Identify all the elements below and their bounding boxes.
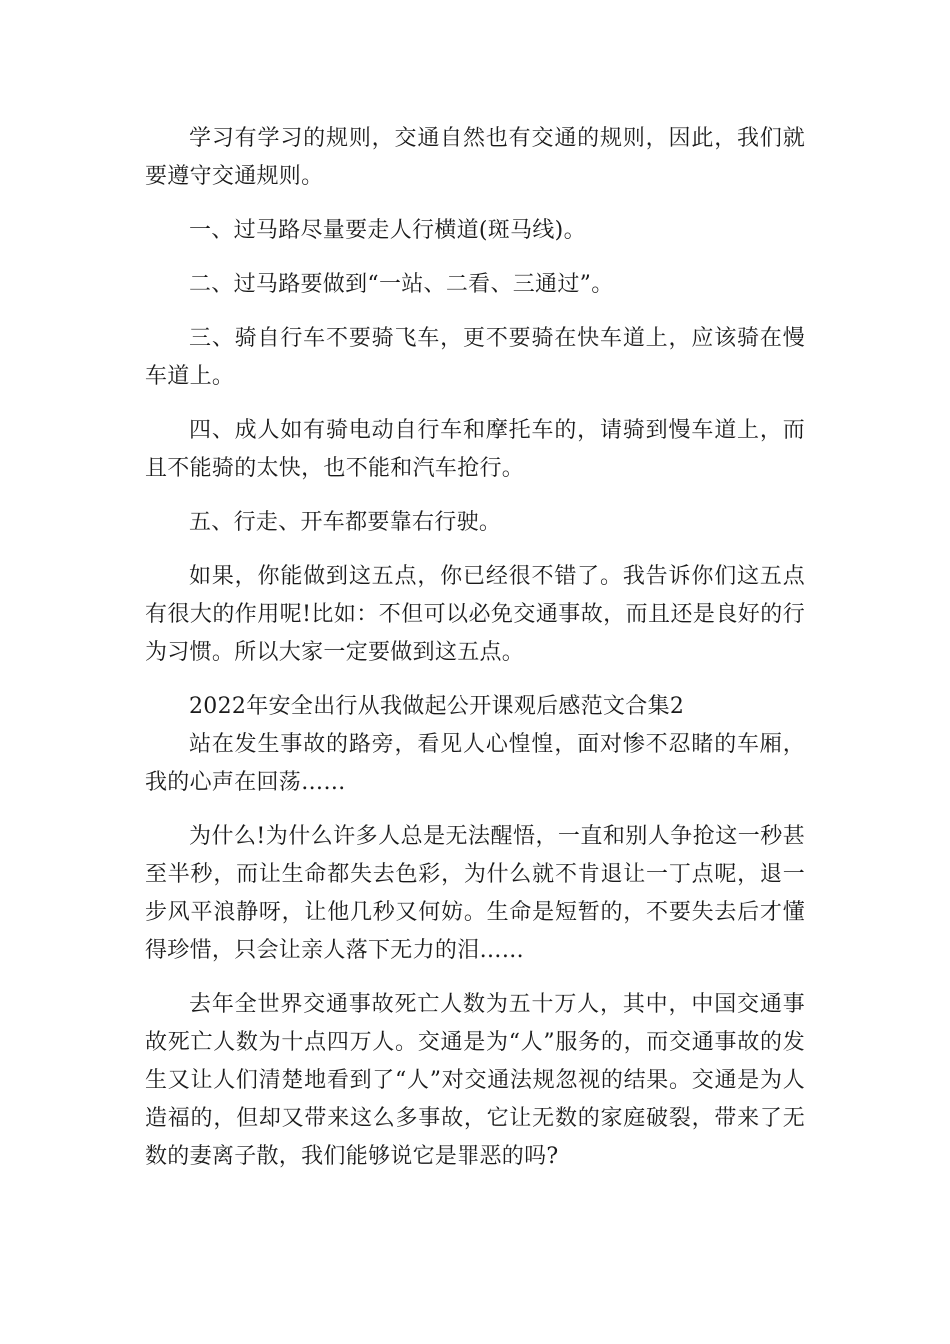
paragraph-rule-5: 五、行走、开车都要靠右行驶。 bbox=[189, 510, 502, 535]
document-body bbox=[145, 120, 805, 1192]
paragraph-accident-scene: 站在发生事故的路旁，看见人心惶惶，面对惨不忍睹的车厢，我的心声在回荡…… bbox=[145, 732, 805, 795]
paragraph-statistics: 去年全世界交通事故死亡人数为五十万人，其中，中国交通事故死亡人数为十点四万人。交通是为“人”服务的，而交通事故的发生又让人们清楚地看到了“人”对交通法规忽视的结果。交通是为人造福的，但却又带来这么多事故，它让无数的家庭破裂，带来了无数的妻离子散，我们能够说它是罪恶的吗? bbox=[145, 992, 805, 1169]
paragraph-why: 为什么!为什么许多人总是无法醒悟，一直和别人争抢这一秒甚至半秒，而让生命都失去色彩，为什么就不肯退让一丁点呢，退一步风平浪静呀，让他几秒又何妨。生命是短暂的，不要失去后才懂得珍惜，只会让亲人落下无力的泪…… bbox=[145, 824, 805, 963]
paragraph-rule-3: 三、骑自行车不要骑飞车，更不要骑在快车道上，应该骑在慢车道上。 bbox=[145, 326, 805, 389]
paragraph-conclusion: 如果，你能做到这五点，你已经很不错了。我告诉你们这五点有很大的作用呢!比如：不但可以必免交通事故，而且还是良好的行为习惯。所以大家一定要做到这五点。 bbox=[145, 564, 805, 665]
paragraph-rule-1: 一、过马路尽量要走人行横道(斑马线)。 bbox=[189, 218, 586, 243]
section-heading: 2022年安全出行从我做起公开课观后感范文合集2 bbox=[189, 694, 685, 719]
paragraph-rule-2: 二、过马路要做到“一站、二看、三通过”。 bbox=[189, 272, 614, 297]
paragraph-rule-4: 四、成人如有骑电动自行车和摩托车的，请骑到慢车道上，而且不能骑的太快，也不能和汽车抢行。 bbox=[145, 418, 805, 481]
paragraph-traffic-rules-intro: 学习有学习的规则，交通自然也有交通的规则，因此，我们就要遵守交通规则。 bbox=[145, 126, 805, 189]
